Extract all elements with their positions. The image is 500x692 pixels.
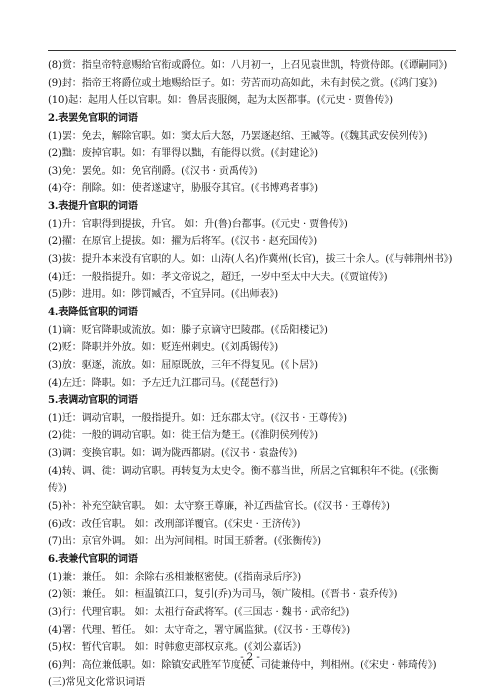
text-line: (4)左迁：降职。如：予左迁九江郡司马。(《琵琶行》) [48,377,279,389]
text-line: (三)常见文化常识词语 [48,677,146,689]
text-line: (1)罢：免去，解除官职。如：窦太后大怒，乃罢逐赵绾、王臧等。(《魏其武安侯列传》) [48,130,428,142]
text-line: (8)赏：指皇帝特意赐给官衔或爵位。如：八月初一，上召见袁世凯，特赏侍郎。(《谭嗣同》) [48,60,448,71]
document-body [48,57,456,692]
section-heading: 2.表罢免官职的词语 [48,112,138,124]
text-line: (1)升：官职得到提拔，升官。 如：升(鲁)台都事。(《元史 · 贾鲁传》) [48,218,348,230]
text-line: (10)起：起用人任以官职。如：鲁居丧服阕，起为太医都事。(《元史 · 贾鲁传》) [48,95,393,107]
section-heading: 3.表提升官职的词语 [48,201,138,213]
page-number: - 2 - [240,652,260,663]
text-line: (1)兼：兼任。 如：余除右丞相兼枢密使。(《指南录后序》) [48,571,302,583]
text-line: (2)领：兼任。 如：桓温镇江口，复引(乔)为司马，领广陵相。(《晋书 · 袁乔传》) [48,589,398,601]
text-line: (3)放：驱逐，流放。如：屈原既放，三年不得复见。(《卜居》) [48,359,318,371]
text-line: (7)出：京官外调。 如：出为河间相。时国王骄奢。(《张衡传》) [48,536,321,548]
text-line: (5)补：补充空缺官职。 如：太守察王尊廉，补辽西盐官长。(《汉书 · 王尊传》) [48,501,390,513]
section-heading: 6.表兼代官职的词语 [48,553,138,565]
section-heading: 4.表降低官职的词语 [48,306,138,318]
header-rule [48,50,456,51]
text-line: (2)黜：废掉官职。如：有罪得以黜，有能得以赏。(《封建论》) [48,148,318,160]
text-line: (2)徙：一般的调动官职。如：徙王信为楚王。(《淮阴侯列传》) [48,430,318,442]
text-line: (2)贬：降职并外放。如：贬连州刺史。(《刘禹锡传》) [48,342,279,354]
text-line: (1)迁：调动官职，一般指提升。如：迁东郡太守。(《汉书 · 王尊传》) [48,412,347,424]
text-line: (4)夺：削除。如：使者遂逮守，胁服夺其官。(《书博鸡者事》) [48,183,318,195]
text-line: (3)调：变换官职。如：调为陇西都尉。(《汉书 · 袁盎传》) [48,448,298,460]
text-line: (6)判：高位兼低职。如：除镇安武胜军节度使、司徒兼侍中，判相州。(《宋史 · 韩琦传》) [48,659,437,671]
text-line: (3)免：罢免。如：免官削爵。(《汉书 · 贡禹传》) [48,165,258,177]
text-line: (4)转、调、徙：调动官职。再转复为太史令。衡不慕当世，所居之官辄积年不徙。(《张衡传》) [48,465,439,495]
text-line: (6)改：改任官职。 如：改刑部详覆官。(《宋史 · 王济传》) [48,518,301,530]
section-heading: 5.表调动官职的词语 [48,395,138,407]
text-line: (5)陟：进用。如：陟罚臧否，不宜异同。(《出师表》) [48,289,279,301]
text-line: (1)谪：贬官降职或流放。如：滕子京谪守巴陵郡。(《岳阳楼记》) [48,324,328,336]
text-line: (3)拔：提升本来没有官职的人。如：山涛(人名)作冀州(长官)，拔三十余人。(《与韩荆州书》) [48,254,453,266]
text-line: (9)封：指帝王将爵位或土地赐给臣子。如：劳苦而功高如此，未有封侯之赏。(《鸿门宴》) [48,77,438,89]
text-line: (2)擢：在原官上提拔。如：擢为后将军。(《汉书 · 赵充国传》) [48,236,318,248]
text-line: (4)署：代理、暂任。 如：太守奇之，署守属监狱。(《汉书 · 王尊传》) [48,624,350,636]
text-line: (5)权：暂代官职。 如：时韩愈吏部权京兆。(《刘公嘉话》) [48,642,302,654]
text-line: (3)行：代理官职。 如：太祖行奋武将军。(《三国志 · 魏书 · 武帝纪》) [48,606,350,618]
text-line: (4)迁：一般指提升。如：孝文帝说之，超迁，一岁中至太中大夫。(《贾谊传》) [48,271,388,283]
